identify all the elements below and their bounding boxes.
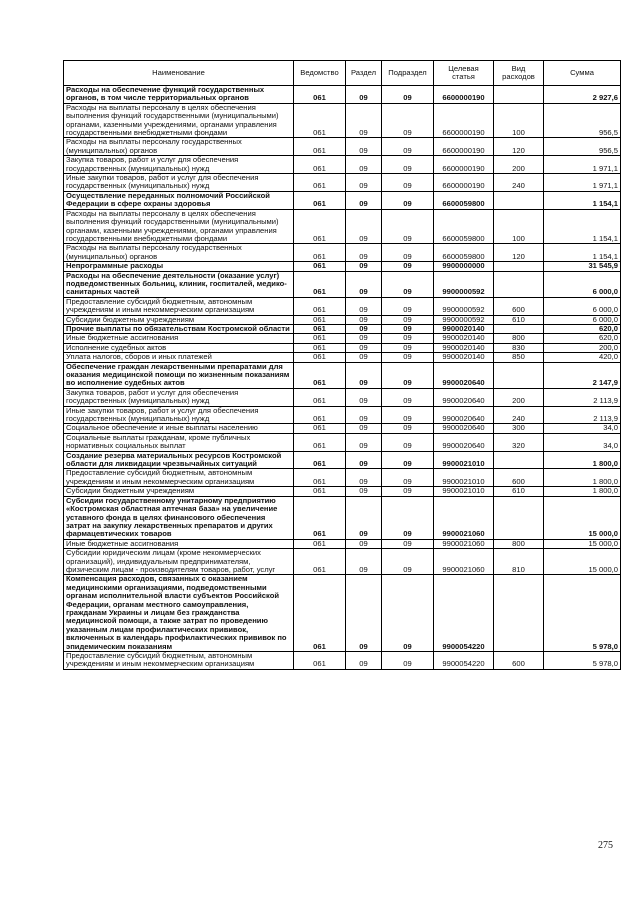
row-target-cell: 9900021010 [434,487,494,496]
row-section-cell: 09 [346,156,382,174]
row-target-cell: 6600000190 [434,174,494,192]
row-sum-cell: 31 545,9 [544,262,621,271]
row-name-cell: Непрограммные расходы [64,262,294,271]
row-kind-cell: 830 [494,343,544,352]
row-section-cell: 09 [346,652,382,670]
row-subsection-cell: 09 [382,575,434,652]
row-kind-cell [494,191,544,209]
table-row [64,297,621,315]
row-dept-cell: 061 [294,406,346,424]
table-row [64,433,621,451]
row-target-cell: 9900020140 [434,343,494,352]
table-row [64,262,621,271]
row-dept-cell: 061 [294,424,346,433]
row-subsection-cell: 09 [382,297,434,315]
row-target-cell: 9900000592 [434,297,494,315]
row-kind-cell [494,451,544,469]
row-target-cell: 9900020640 [434,433,494,451]
table-row [64,86,621,104]
row-target-cell: 9900054220 [434,575,494,652]
header-target: Целевая статья [434,61,494,86]
row-subsection-cell: 09 [382,262,434,271]
row-dept-cell: 061 [294,138,346,156]
row-dept-cell: 061 [294,174,346,192]
row-sum-cell: 1 800,0 [544,451,621,469]
row-sum-cell: 15 000,0 [544,496,621,539]
row-dept-cell: 061 [294,487,346,496]
row-section-cell: 09 [346,451,382,469]
row-target-cell: 9900000000 [434,262,494,271]
row-section-cell: 09 [346,343,382,352]
row-dept-cell: 061 [294,343,346,352]
row-name-cell: Субсидии бюджетным учреждениям [64,487,294,496]
row-target-cell: 9900000592 [434,271,494,297]
row-target-cell: 6600000190 [434,156,494,174]
row-target-cell: 9900021060 [434,549,494,575]
row-target-cell: 6600059800 [434,209,494,244]
row-sum-cell: 200,0 [544,343,621,352]
row-section-cell: 09 [346,362,382,388]
row-section-cell: 09 [346,575,382,652]
table-row [64,353,621,362]
row-kind-cell [494,86,544,104]
row-target-cell: 6600000190 [434,138,494,156]
table-row [64,156,621,174]
row-subsection-cell: 09 [382,549,434,575]
row-sum-cell: 620,0 [544,324,621,333]
row-sum-cell: 2 927,6 [544,86,621,104]
row-section-cell: 09 [346,86,382,104]
row-kind-cell: 610 [494,315,544,324]
row-subsection-cell: 09 [382,191,434,209]
row-dept-cell: 061 [294,86,346,104]
row-subsection-cell: 09 [382,138,434,156]
row-name-cell: Обеспечение граждан лекарственными препаратами для оказания медицинской помощи по жизненным показаниям во исполнение судебных актов [64,362,294,388]
row-sum-cell: 15 000,0 [544,539,621,548]
row-subsection-cell: 09 [382,487,434,496]
budget-table [63,60,621,670]
row-sum-cell: 5 978,0 [544,652,621,670]
table-row [64,424,621,433]
row-kind-cell: 810 [494,549,544,575]
row-sum-cell: 956,5 [544,138,621,156]
row-dept-cell: 061 [294,469,346,487]
row-name-cell: Иные закупки товаров, работ и услуг для обеспечения государственных (муниципальных) нужд [64,406,294,424]
table-row [64,469,621,487]
header-name: Наименование [64,61,294,86]
table-row [64,549,621,575]
row-name-cell: Иные бюджетные ассигнования [64,334,294,343]
table-row [64,362,621,388]
row-subsection-cell: 09 [382,652,434,670]
row-kind-cell: 240 [494,406,544,424]
header-kind: Вид расходов [494,61,544,86]
row-name-cell: Закупка товаров, работ и услуг для обеспечения государственных (муниципальных) нужд [64,156,294,174]
row-subsection-cell: 09 [382,324,434,333]
table-row [64,406,621,424]
row-dept-cell: 061 [294,388,346,406]
header-sum: Сумма [544,61,621,86]
row-subsection-cell: 09 [382,174,434,192]
row-name-cell: Расходы на обеспечение деятельности (оказание услуг) подведомственных больниц, клиник, госпиталей, медико-санитарных частей [64,271,294,297]
row-kind-cell: 600 [494,297,544,315]
row-subsection-cell: 09 [382,388,434,406]
row-target-cell: 9900020140 [434,324,494,333]
row-name-cell: Предоставление субсидий бюджетным, автономным учреждениям и иным некоммерческим организациям [64,297,294,315]
row-section-cell: 09 [346,315,382,324]
row-subsection-cell: 09 [382,209,434,244]
row-name-cell: Социальные выплаты гражданам, кроме публичных нормативных социальных выплат [64,433,294,451]
table-row [64,575,621,652]
row-subsection-cell: 09 [382,334,434,343]
row-dept-cell: 061 [294,575,346,652]
row-name-cell: Субсидии юридическим лицам (кроме некоммерческих организаций), индивидуальным предпринимателям, физическим лицам - производителям товаров, работ, услуг [64,549,294,575]
table-row [64,487,621,496]
row-target-cell: 9900020140 [434,353,494,362]
row-dept-cell: 061 [294,103,346,138]
row-sum-cell: 2 147,9 [544,362,621,388]
row-dept-cell: 061 [294,262,346,271]
row-dept-cell: 061 [294,271,346,297]
row-subsection-cell: 09 [382,406,434,424]
row-sum-cell: 6 000,0 [544,297,621,315]
row-name-cell: Создание резерва материальных ресурсов Костромской области для ликвидации чрезвычайных ситуаций [64,451,294,469]
row-section-cell: 09 [346,324,382,333]
table-row [64,138,621,156]
table-row [64,652,621,670]
row-sum-cell: 956,5 [544,103,621,138]
row-target-cell: 6600000190 [434,86,494,104]
row-name-cell: Иные закупки товаров, работ и услуг для обеспечения государственных (муниципальных) нужд [64,174,294,192]
row-dept-cell: 061 [294,334,346,343]
row-target-cell: 9900020640 [434,424,494,433]
row-kind-cell [494,496,544,539]
row-section-cell: 09 [346,539,382,548]
row-sum-cell: 1 800,0 [544,487,621,496]
row-section-cell: 09 [346,209,382,244]
row-name-cell: Расходы на обеспечение функций государственных органов, в том числе территориальных органов [64,86,294,104]
row-sum-cell: 1 154,1 [544,209,621,244]
row-kind-cell: 200 [494,156,544,174]
row-name-cell: Компенсация расходов, связанных с оказанием медицинскими организациями, подведомственными органам исполнительной власти субъектов Российской Федерации, органам местного самоуправления, гражданам Украины и лицам без гражданства медицинской помощи, а также затрат по проведению указанным лицам профилактических прививок, включенных в календарь профилактических прививок по эпидемическим показаниям [64,575,294,652]
row-kind-cell: 320 [494,433,544,451]
row-sum-cell: 1 971,1 [544,156,621,174]
row-sum-cell: 1 800,0 [544,469,621,487]
row-sum-cell: 1 971,1 [544,174,621,192]
row-sum-cell: 1 154,1 [544,244,621,262]
row-subsection-cell: 09 [382,86,434,104]
row-kind-cell: 120 [494,138,544,156]
table-row [64,103,621,138]
row-target-cell: 9900021060 [434,539,494,548]
row-subsection-cell: 09 [382,424,434,433]
row-kind-cell: 300 [494,424,544,433]
row-name-cell: Расходы на выплаты персоналу в целях обеспечения выполнения функций государственными (муниципальными) органами, казенными учреждениями, органами управления государственными внебюджетными фондами [64,103,294,138]
row-name-cell: Расходы на выплаты персоналу в целях обеспечения выполнения функций государственными (муниципальными) органами, казенными учреждениями, органами управления государственными внебюджетными фондами [64,209,294,244]
row-name-cell: Закупка товаров, работ и услуг для обеспечения государственных (муниципальных) нужд [64,388,294,406]
row-section-cell: 09 [346,353,382,362]
row-dept-cell: 061 [294,324,346,333]
row-sum-cell: 2 113,9 [544,388,621,406]
row-name-cell: Расходы на выплаты персоналу государственных (муниципальных) органов [64,138,294,156]
row-dept-cell: 061 [294,244,346,262]
row-target-cell: 9900020640 [434,406,494,424]
row-subsection-cell: 09 [382,315,434,324]
table-row [64,191,621,209]
row-target-cell: 9900020140 [434,334,494,343]
row-sum-cell: 420,0 [544,353,621,362]
row-dept-cell: 061 [294,209,346,244]
header-dept: Ведомство [294,61,346,86]
row-kind-cell [494,271,544,297]
row-sum-cell: 34,0 [544,424,621,433]
row-subsection-cell: 09 [382,496,434,539]
table-row [64,174,621,192]
row-dept-cell: 061 [294,191,346,209]
row-subsection-cell: 09 [382,244,434,262]
row-kind-cell: 100 [494,209,544,244]
row-target-cell: 6600059800 [434,191,494,209]
row-target-cell: 9900021060 [434,496,494,539]
row-target-cell: 6600059800 [434,244,494,262]
row-dept-cell: 061 [294,539,346,548]
row-subsection-cell: 09 [382,539,434,548]
row-dept-cell: 061 [294,433,346,451]
row-section-cell: 09 [346,433,382,451]
table-row [64,388,621,406]
row-section-cell: 09 [346,138,382,156]
row-dept-cell: 061 [294,451,346,469]
row-section-cell: 09 [346,406,382,424]
row-kind-cell: 800 [494,334,544,343]
table-row [64,271,621,297]
row-dept-cell: 061 [294,315,346,324]
row-name-cell: Предоставление субсидий бюджетным, автономным учреждениям и иным некоммерческим организациям [64,652,294,670]
row-subsection-cell: 09 [382,451,434,469]
row-section-cell: 09 [346,271,382,297]
header-section: Раздел [346,61,382,86]
row-target-cell: 9900021010 [434,469,494,487]
table-row [64,334,621,343]
table-row [64,496,621,539]
row-subsection-cell: 09 [382,469,434,487]
row-kind-cell: 120 [494,244,544,262]
row-subsection-cell: 09 [382,353,434,362]
row-target-cell: 9900020640 [434,362,494,388]
row-subsection-cell: 09 [382,156,434,174]
row-kind-cell: 600 [494,469,544,487]
row-name-cell: Исполнение судебных актов [64,343,294,352]
row-subsection-cell: 09 [382,433,434,451]
row-subsection-cell: 09 [382,271,434,297]
row-name-cell: Иные бюджетные ассигнования [64,539,294,548]
row-dept-cell: 061 [294,362,346,388]
row-section-cell: 09 [346,549,382,575]
row-sum-cell: 5 978,0 [544,575,621,652]
row-kind-cell [494,575,544,652]
table-body [64,86,621,670]
row-kind-cell: 200 [494,388,544,406]
row-section-cell: 09 [346,297,382,315]
row-name-cell: Осуществление переданных полномочий Российской Федерации в сфере охраны здоровья [64,191,294,209]
row-kind-cell [494,362,544,388]
row-name-cell: Социальное обеспечение и иные выплаты населению [64,424,294,433]
row-subsection-cell: 09 [382,362,434,388]
row-section-cell: 09 [346,469,382,487]
row-section-cell: 09 [346,262,382,271]
row-target-cell: 9900021010 [434,451,494,469]
table-header-row [64,61,621,86]
table-row [64,451,621,469]
row-sum-cell: 1 154,1 [544,191,621,209]
row-kind-cell: 610 [494,487,544,496]
row-kind-cell: 800 [494,539,544,548]
row-sum-cell: 620,0 [544,334,621,343]
row-sum-cell: 6 000,0 [544,271,621,297]
row-kind-cell [494,262,544,271]
row-name-cell: Уплата налогов, сборов и иных платежей [64,353,294,362]
row-dept-cell: 061 [294,297,346,315]
row-kind-cell: 100 [494,103,544,138]
row-kind-cell: 240 [494,174,544,192]
table-row [64,244,621,262]
row-name-cell: Предоставление субсидий бюджетным, автономным учреждениям и иным некоммерческим организациям [64,469,294,487]
row-target-cell: 9900054220 [434,652,494,670]
row-name-cell: Расходы на выплаты персоналу государственных (муниципальных) органов [64,244,294,262]
row-section-cell: 09 [346,388,382,406]
row-dept-cell: 061 [294,549,346,575]
row-subsection-cell: 09 [382,343,434,352]
row-section-cell: 09 [346,424,382,433]
row-section-cell: 09 [346,487,382,496]
row-dept-cell: 061 [294,353,346,362]
row-target-cell: 6600000190 [434,103,494,138]
row-target-cell: 9900000592 [434,315,494,324]
row-section-cell: 09 [346,191,382,209]
row-sum-cell: 6 000,0 [544,315,621,324]
row-sum-cell: 15 000,0 [544,549,621,575]
row-section-cell: 09 [346,334,382,343]
row-subsection-cell: 09 [382,103,434,138]
row-section-cell: 09 [346,174,382,192]
row-target-cell: 9900020640 [434,388,494,406]
row-section-cell: 09 [346,244,382,262]
row-dept-cell: 061 [294,652,346,670]
row-sum-cell: 34,0 [544,433,621,451]
page-number: 275 [598,840,613,851]
row-name-cell: Прочие выплаты по обязательствам Костромской области [64,324,294,333]
row-kind-cell: 600 [494,652,544,670]
row-dept-cell: 061 [294,156,346,174]
table-row [64,209,621,244]
row-sum-cell: 2 113,9 [544,406,621,424]
row-section-cell: 09 [346,103,382,138]
header-subsection: Подраздел [382,61,434,86]
row-name-cell: Субсидии бюджетным учреждениям [64,315,294,324]
row-section-cell: 09 [346,496,382,539]
row-name-cell: Субсидии государственному унитарному предприятию «Костромская областная аптечная база» на увеличение уставного фонда в целях финансового обеспечения затрат на закупку лекарственных препаратов и других фармацевтических товаров [64,496,294,539]
row-dept-cell: 061 [294,496,346,539]
row-kind-cell: 850 [494,353,544,362]
